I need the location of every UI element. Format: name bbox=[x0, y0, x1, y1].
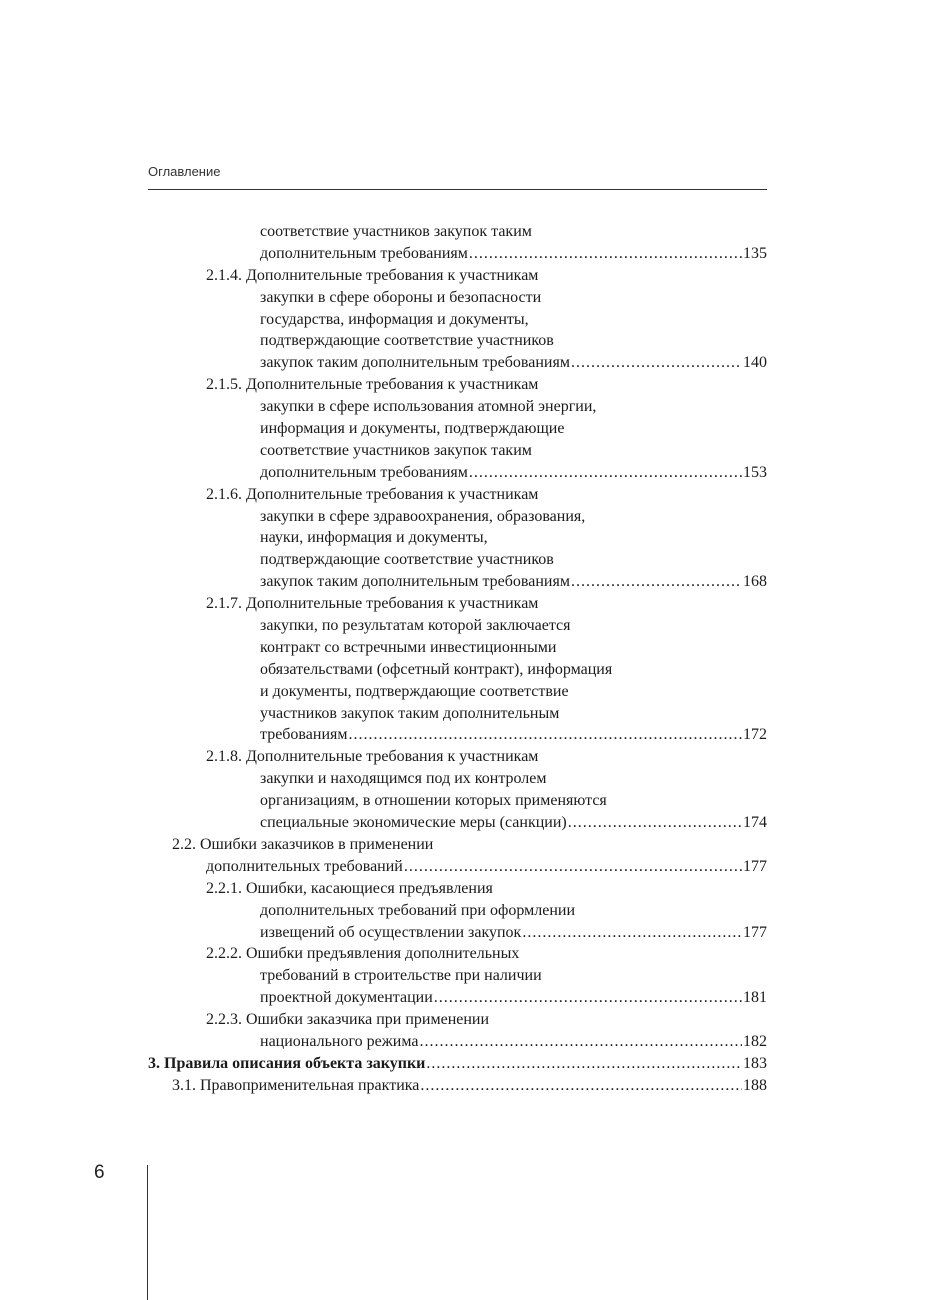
toc-line bbox=[148, 834, 767, 856]
toc-text: закупки и находящимся под их контролем bbox=[260, 770, 547, 788]
toc-line bbox=[148, 265, 767, 287]
toc-line bbox=[148, 1009, 767, 1031]
toc-text: национального режима bbox=[260, 1032, 419, 1050]
toc-leader bbox=[571, 352, 742, 374]
toc-leader bbox=[434, 987, 742, 1009]
toc-text: информация и документы, подтверждающие bbox=[260, 420, 565, 438]
toc-entry-2-1-5-end[interactable] bbox=[148, 462, 767, 484]
toc-line bbox=[148, 527, 767, 549]
toc-line bbox=[148, 965, 767, 987]
toc-page-number: 183 bbox=[743, 1054, 767, 1072]
toc-page-number: 174 bbox=[743, 814, 767, 832]
toc-line bbox=[148, 943, 767, 965]
toc-entry-2-1-4-end[interactable] bbox=[148, 352, 767, 374]
toc-text: дополнительным требованиям bbox=[260, 244, 468, 262]
toc-leader bbox=[348, 724, 742, 746]
toc-text: 2.2. Ошибки заказчиков в применении bbox=[172, 835, 434, 853]
toc-text: 2.1.5. Дополнительные требования к участникам bbox=[206, 376, 539, 394]
toc-line bbox=[148, 746, 767, 768]
toc-text: соответствие участников закупок таким bbox=[260, 223, 532, 240]
toc-text: требованиям bbox=[260, 726, 348, 744]
toc-leader bbox=[404, 856, 742, 878]
toc-line bbox=[148, 549, 767, 571]
toc-entry-chapter-3[interactable] bbox=[148, 1053, 767, 1075]
toc-line bbox=[148, 637, 767, 659]
toc-entry-2-2-3-end[interactable] bbox=[148, 1031, 767, 1053]
toc-text: государства, информация и документы, bbox=[260, 310, 529, 328]
toc-line bbox=[148, 615, 767, 637]
toc-page-number: 153 bbox=[743, 463, 767, 481]
toc-page-number: 168 bbox=[743, 573, 767, 591]
toc-entry-2-2-end[interactable] bbox=[148, 856, 767, 878]
page-number: 6 bbox=[94, 1162, 105, 1183]
toc-page-number: 135 bbox=[743, 244, 767, 262]
toc-line bbox=[148, 484, 767, 506]
toc-text: дополнительных требований при оформлении bbox=[260, 901, 575, 919]
toc-text: специальные экономические меры (санкции) bbox=[260, 814, 567, 832]
toc-text: извещений об осуществлении закупок bbox=[260, 923, 522, 941]
header-rule bbox=[148, 189, 767, 190]
toc-line bbox=[148, 506, 767, 528]
toc-line bbox=[148, 703, 767, 725]
toc-text: 2.1.6. Дополнительные требования к участникам bbox=[206, 485, 539, 503]
toc-text: 2.1.7. Дополнительные требования к участникам bbox=[206, 595, 539, 613]
toc-leader bbox=[419, 1031, 742, 1053]
toc-text: требований в строительстве при наличии bbox=[260, 967, 542, 985]
toc-line bbox=[148, 593, 767, 615]
toc-text: 2.1.8. Дополнительные требования к участникам bbox=[206, 748, 539, 766]
toc-text: закупки в сфере использования атомной энергии, bbox=[260, 398, 597, 416]
toc-line bbox=[148, 396, 767, 418]
toc-text: обязательствами (офсетный контракт), информация bbox=[260, 660, 613, 678]
toc-text: 2.2.1. Ошибки, касающиеся предъявления bbox=[206, 879, 493, 897]
toc-text: закупки, по результатам которой заключается bbox=[260, 617, 571, 635]
toc-leader bbox=[522, 922, 742, 944]
toc-line bbox=[148, 221, 767, 243]
toc-entry-2-2-1-end[interactable] bbox=[148, 922, 767, 944]
toc-entry-2-1-8-end[interactable] bbox=[148, 812, 767, 834]
toc-leader bbox=[426, 1053, 742, 1075]
toc-text: 2.2.2. Ошибки предъявления дополнительных bbox=[206, 945, 520, 963]
toc-text: дополнительным требованиям bbox=[260, 463, 468, 481]
toc-leader bbox=[469, 462, 742, 484]
running-head-title: Оглавление bbox=[148, 164, 221, 179]
toc-leader bbox=[420, 1075, 742, 1097]
toc-line bbox=[148, 330, 767, 352]
toc-text: 2.2.3. Ошибки заказчика при применении bbox=[206, 1011, 490, 1029]
toc-line bbox=[148, 418, 767, 440]
toc-line bbox=[148, 768, 767, 790]
toc-text: 2.1.4. Дополнительные требования к участникам bbox=[206, 266, 539, 284]
toc-text: подтверждающие соответствие участников bbox=[260, 332, 554, 350]
toc-page-number: 140 bbox=[743, 354, 767, 372]
toc-page-number: 177 bbox=[743, 857, 767, 875]
toc-line bbox=[148, 878, 767, 900]
toc-line bbox=[148, 374, 767, 396]
toc-line bbox=[148, 790, 767, 812]
toc-line bbox=[148, 659, 767, 681]
toc-line bbox=[148, 440, 767, 462]
toc-text: подтверждающие соответствие участников bbox=[260, 551, 554, 569]
toc-entry-2-1-6-end[interactable] bbox=[148, 571, 767, 593]
toc-text: науки, информация и документы, bbox=[260, 529, 488, 547]
toc-page-number: 177 bbox=[743, 923, 767, 941]
toc-text: 3. Правила описания объекта закупки bbox=[148, 1054, 426, 1072]
toc-leader bbox=[568, 812, 742, 834]
toc-page-number: 188 bbox=[743, 1076, 767, 1094]
toc-text: организациям, в отношении которых применяются bbox=[260, 792, 607, 810]
toc-page-number: 172 bbox=[743, 726, 767, 744]
toc-entry-3-1[interactable] bbox=[148, 1075, 767, 1097]
toc-text: и документы, подтверждающие соответствие bbox=[260, 682, 569, 700]
toc-page-number: 182 bbox=[743, 1032, 767, 1050]
toc-text: дополнительных требований bbox=[206, 857, 403, 875]
toc-line bbox=[148, 900, 767, 922]
toc-text: соответствие участников закупок таким bbox=[260, 441, 532, 459]
toc-line bbox=[148, 681, 767, 703]
toc-text: проектной документации bbox=[260, 989, 433, 1007]
toc-line bbox=[148, 309, 767, 331]
toc-line bbox=[148, 287, 767, 309]
toc-leader bbox=[571, 571, 742, 593]
toc-leader bbox=[469, 243, 742, 265]
toc-text: контракт со встречными инвестиционными bbox=[260, 638, 557, 656]
toc-text: участников закупок таким дополнительным bbox=[260, 704, 560, 722]
toc-entry-2-2-2-end[interactable] bbox=[148, 987, 767, 1009]
toc-entry-2-1-3-end[interactable] bbox=[148, 243, 767, 265]
toc-entry-2-1-7-end[interactable] bbox=[148, 724, 767, 746]
table-of-contents bbox=[148, 221, 767, 1097]
toc-text: закупок таким дополнительным требованиям bbox=[260, 573, 570, 591]
toc-text: закупки в сфере здравоохранения, образования, bbox=[260, 507, 586, 525]
toc-text: 3.1. Правоприменительная практика bbox=[172, 1076, 420, 1094]
toc-page-number: 181 bbox=[743, 989, 767, 1007]
toc-text: закупки в сфере обороны и безопасности bbox=[260, 288, 542, 306]
toc-text: закупок таким дополнительным требованиям bbox=[260, 354, 570, 372]
page-number-rule bbox=[147, 1165, 148, 1300]
